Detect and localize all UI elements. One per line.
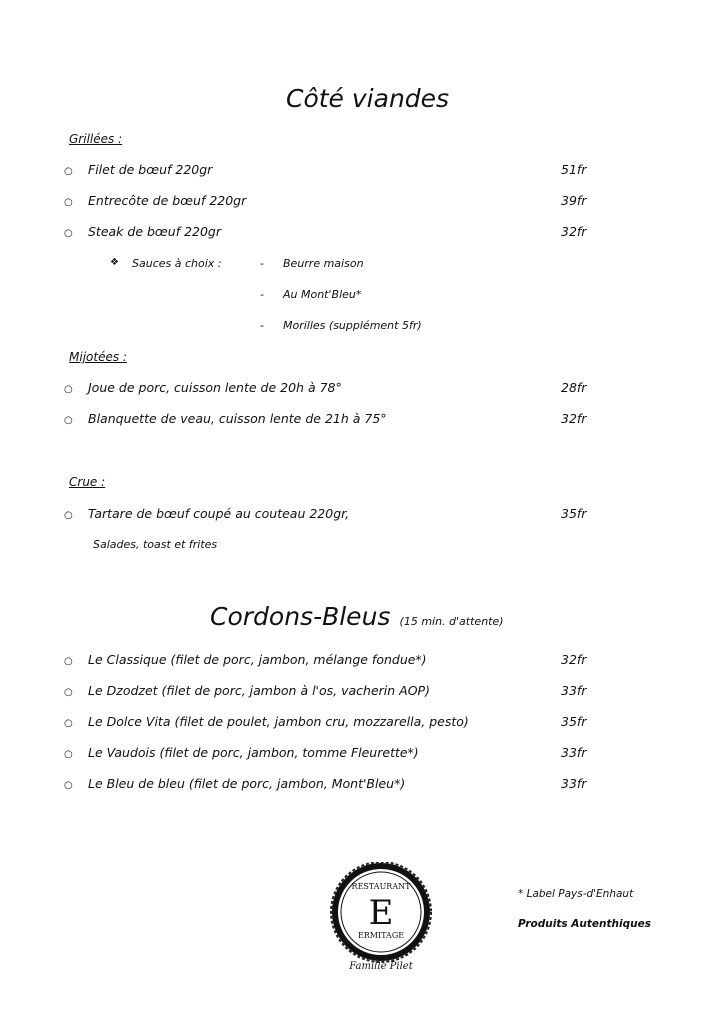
menu-item-name: Le Dolce Vita (filet de poulet, jambon cru, mozzarella, pesto) <box>88 714 469 729</box>
menu-item-price: 35fr <box>561 506 587 521</box>
dash-icon: - <box>260 288 264 301</box>
sauces-label: Sauces à choix : <box>132 257 222 270</box>
menu-item-name: Le Bleu de bleu (filet de porc, jambon, Mont'Bleu*) <box>88 776 406 791</box>
heading-grillees: Grillées : <box>69 132 123 146</box>
menu-item-price: 35fr <box>561 714 587 729</box>
menu-item-price: 32fr <box>561 411 587 426</box>
bullet-icon: ○ <box>64 197 73 208</box>
bullet-icon: ○ <box>64 228 73 239</box>
menu-item-price: 33fr <box>561 683 587 698</box>
section-title: Cordons-Bleus <box>210 602 391 631</box>
bullet-icon: ○ <box>64 166 73 177</box>
bullet-icon: ○ <box>64 384 73 395</box>
menu-item-price: 32fr <box>561 652 587 667</box>
sauce-option: Morilles (supplément 5fr) <box>283 319 422 332</box>
svg-text:ERMITAGE: ERMITAGE <box>357 931 405 940</box>
bullet-icon: ○ <box>64 780 73 791</box>
menu-item-name: Entrecôte de bœuf 220gr <box>88 193 247 208</box>
dash-icon: - <box>260 257 264 270</box>
menu-item-price: 33fr <box>561 745 587 760</box>
menu-item-price: 28fr <box>561 380 587 395</box>
tagline: Produits Autenthiques <box>518 918 651 930</box>
menu-item-name: Filet de bœuf 220gr <box>88 162 213 177</box>
menu-item-price: 33fr <box>561 776 587 791</box>
menu-item-name: Blanquette de veau, cuisson lente de 21h à 75° <box>88 411 387 426</box>
dash-icon: - <box>260 319 264 332</box>
bullet-icon: ○ <box>64 718 73 729</box>
menu-item-price: 32fr <box>561 224 587 239</box>
bullet-icon: ○ <box>64 415 73 426</box>
menu-item-detail: Salades, toast et frites <box>93 538 218 551</box>
bullet-icon: ○ <box>64 749 73 760</box>
svg-text:E: E <box>368 893 394 933</box>
section-title-cote-viandes: Côté viandes <box>286 84 450 113</box>
bullet-icon: ○ <box>64 656 73 667</box>
menu-item-name: Tartare de bœuf coupé au couteau 220gr, <box>88 506 350 521</box>
menu-item-price: 39fr <box>561 193 587 208</box>
section-subtitle: (15 min. d'attente) <box>399 615 504 628</box>
svg-text:Famille Pilet: Famille Pilet <box>349 961 413 972</box>
menu-item-name: Le Classique (filet de porc, jambon, mélange fondue*) <box>88 652 427 667</box>
menu-item-name: Joue de porc, cuisson lente de 20h à 78° <box>88 380 342 395</box>
section-title-cordons-bleus <box>210 602 504 631</box>
menu-item-name: Le Vaudois (filet de porc, jambon, tomme Fleurette*) <box>88 745 419 760</box>
restaurant-logo <box>326 862 436 972</box>
diamond-bullet-icon: ❖ <box>110 257 119 268</box>
menu-item-price: 51fr <box>561 162 587 177</box>
sauce-option: Au Mont'Bleu* <box>283 288 362 301</box>
svg-text:RESTAURANT: RESTAURANT <box>351 882 411 891</box>
menu-item-name: Steak de bœuf 220gr <box>88 224 222 239</box>
bullet-icon: ○ <box>64 687 73 698</box>
heading-crue: Crue : <box>69 475 106 489</box>
footnote-label: * Label Pays-d'Enhaut <box>518 888 634 900</box>
bullet-icon: ○ <box>64 510 73 521</box>
sauce-option: Beurre maison <box>283 257 364 270</box>
heading-mijotees: Mijotées : <box>69 350 127 364</box>
menu-item-name: Le Dzodzet (filet de porc, jambon à l'os, vacherin AOP) <box>88 683 430 698</box>
